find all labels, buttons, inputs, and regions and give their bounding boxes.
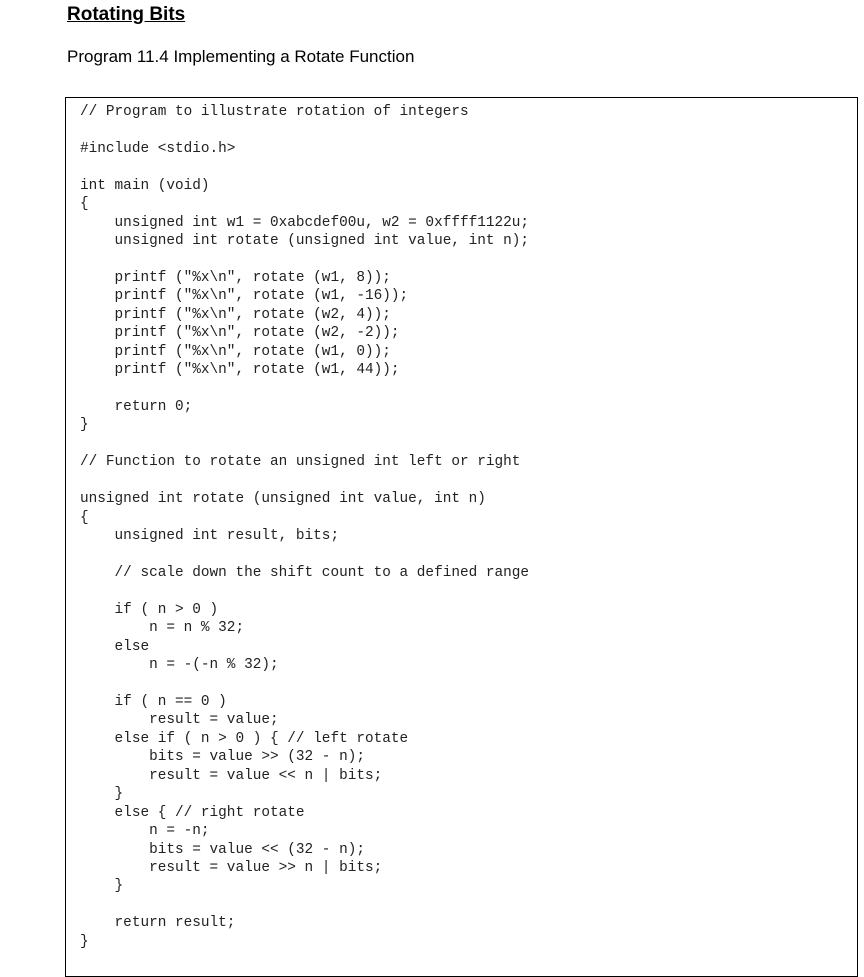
code-line-34: result = value; [80,712,279,729]
code-listing [66,98,857,951]
code-line-26: // scale down the shift count to a defined range [80,564,530,581]
code-line-2 [80,121,857,139]
code-line-11: printf ("%x\n", rotate (w1, -16)); [80,288,409,305]
code-line-46: } [80,933,89,950]
code-line-1: // Program to illustrate rotation of integers [80,104,469,120]
code-line-23: { [80,509,89,526]
code-line-3: #include <stdio.h> [80,140,236,157]
code-line-7: unsigned int w1 = 0xabcdef00u, w2 = 0xffff1122u; [80,214,530,231]
code-line-39: else { // right rotate [80,804,305,821]
code-line-28: if ( n > 0 ) [80,601,219,618]
program-caption: Program 11.4 Implementing a Rotate Function [67,47,415,66]
code-line-25 [80,546,857,564]
code-line-10: printf ("%x\n", rotate (w1, 8)); [80,269,391,286]
code-line-31: n = -(-n % 32); [80,657,279,674]
code-line-5: int main (void) [80,177,210,194]
code-listing-box [65,97,858,977]
code-line-38: } [80,786,124,803]
code-line-20: // Function to rotate an unsigned int left or right [80,454,521,471]
code-line-19 [80,435,857,453]
code-line-42: result = value >> n | bits; [80,859,383,876]
code-line-15: printf ("%x\n", rotate (w1, 44)); [80,362,400,379]
code-line-35: else if ( n > 0 ) { // left rotate [80,730,409,747]
code-line-4 [80,158,857,176]
code-line-30: else [80,638,150,655]
code-line-6: { [80,196,89,213]
code-line-45: return result; [80,915,236,932]
code-line-21 [80,472,857,490]
section-heading: Rotating Bits [67,4,186,25]
code-line-40: n = -n; [80,823,210,840]
code-line-37: result = value << n | bits; [80,767,383,784]
code-line-12: printf ("%x\n", rotate (w2, 4)); [80,306,391,323]
code-line-41: bits = value << (32 - n); [80,841,365,858]
code-line-24: unsigned int result, bits; [80,528,340,545]
code-line-32 [80,675,857,693]
code-line-14: printf ("%x\n", rotate (w1, 0)); [80,343,391,360]
code-line-44 [80,896,857,914]
code-line-13: printf ("%x\n", rotate (w2, -2)); [80,325,400,342]
code-line-17: return 0; [80,399,193,415]
code-line-43: } [80,878,124,895]
code-line-27 [80,582,857,600]
code-line-9 [80,251,857,269]
code-line-29: n = n % 32; [80,620,245,637]
code-line-18: } [80,417,89,434]
code-line-8: unsigned int rotate (unsigned int value, int n); [80,233,530,250]
code-line-36: bits = value >> (32 - n); [80,749,365,766]
code-line-33: if ( n == 0 ) [80,694,227,710]
code-line-16 [80,380,857,398]
code-line-22: unsigned int rotate (unsigned int value, int n) [80,491,486,508]
